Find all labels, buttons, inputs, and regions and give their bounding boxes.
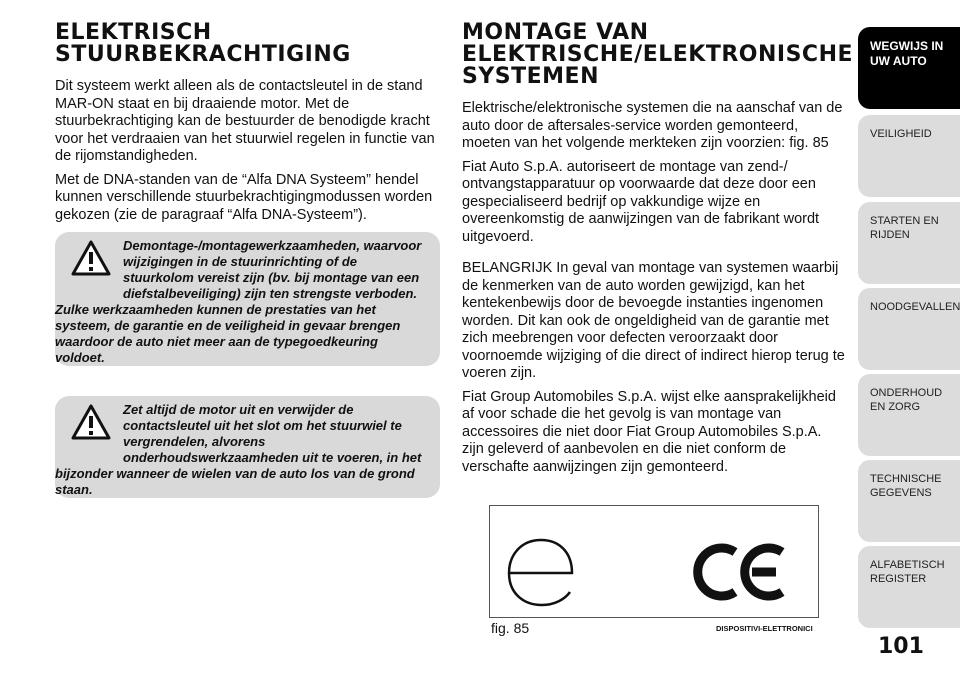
e-ce-marking-icon [490, 506, 818, 617]
title-line: SYSTEMEN [462, 64, 599, 89]
title-line: ELEKTRISCHE/ELEKTRONISCHE [462, 42, 854, 67]
warning-text-2: Zet altijd de motor uit en verwijder de contactsleutel uit het slot om het stuurwiel te vergrendelen, alvorens onderhoudswerkzaamheden uit te voeren, in het bijzonder wanneer de wielen van de auto los van de grond staan. [55, 402, 422, 497]
electronics-paragraph-important: BELANGRIJK In geval van montage van systemen waarbij de kenmerken van de auto worden gewijzigd, kan het kentekenbewijs door de bevoegde instanties ingenomen worden. Dit kan ook de ongeldigheid van de garantie met zich meebrengen voor defecten veroorzaakt door voornoemde wijziging of die direct of indirect hierop terug te voeren zijn. [462, 260, 845, 381]
figure-code: DISPOSITIVI-ELETTRONICI [716, 624, 813, 633]
title-line: ELEKTRISCH [55, 20, 212, 45]
electronics-paragraph-1: Elektrische/elektronische systemen die na aanschaf van de auto door de aftersales-service worden gemonteerd, moeten van het volgende merkteken zijn voorzien: fig. 85 [462, 100, 843, 151]
section-title-electronics [462, 20, 854, 89]
title-line: MONTAGE VAN [462, 20, 649, 45]
steering-paragraph-1: Dit systeem werkt alleen als de contactsleutel in de stand MAR-ON staat en bij draaiende motor. Met de stuurbekrachtiging kan de bestuurder de benodigde kracht voor het verdraaien van het stuurwiel regelen in functie van de rijomstandigheden. [55, 78, 435, 164]
tab-technische[interactable] [858, 460, 960, 542]
page-number: 101 [878, 634, 924, 659]
electronics-paragraph-4: Fiat Group Automobiles S.p.A. wijst elke aansprakelijkheid af voor schade die het gevolg is van montage van accessoires die niet door Fiat Group Automobiles S.p.A. zijn geleverd of aanbevolen en die niet conform de verschafte aanwijzingen zijn gemonteerd. [462, 388, 836, 475]
left-column [55, 22, 440, 230]
tab-starten[interactable] [858, 202, 960, 284]
tab-wegwijs[interactable] [858, 27, 960, 109]
tab-noodgevallen[interactable] [858, 288, 960, 370]
tab-label: WEGWIJS IN UW AUTO [870, 39, 944, 68]
title-line: STUURBEKRACHTIGING [55, 42, 351, 67]
ce-mark-icon [698, 548, 782, 596]
figure-label: fig. 85 [491, 620, 530, 636]
electronics-paragraph-2: Fiat Auto S.p.A. autoriseert de montage van zend-/ ontvangstapparatuur op voorwaarde dat deze door een gespecialiseerd bedrijf op vakkundige wijze en overeenkomstig de aanwijzingen van de fabrikant wordt uitgevoerd. [462, 158, 820, 245]
tab-label: VEILIGHEID [870, 128, 932, 140]
warning-box-1 [55, 232, 440, 366]
tab-label: ONDERHOUD EN ZORG [870, 387, 943, 413]
tab-label: ALFABETISCH REGISTER [870, 559, 945, 585]
warning-text-1: Demontage-/montagewerkzaamheden, waarvoor wijzigingen in de stuurinrichting of de stuurkolom vereist zijn (bv. bij montage van een diefstalbeveiliging) zijn ten strengste verboden. Zulke werkzaamheden kunnen de prestaties van het systeem, de garantie en de veiligheid in gevaar brengen waardoor de auto niet meer aan de typegoedkeuring voldoet. [55, 238, 422, 365]
warning-triangle-icon [71, 240, 111, 276]
warning-box-2 [55, 396, 440, 498]
right-column [462, 20, 854, 482]
tab-veiligheid[interactable] [858, 115, 960, 197]
tab-alfabetisch[interactable] [858, 546, 960, 628]
figure-85 [489, 505, 819, 618]
e-mark-icon [509, 540, 572, 605]
tab-label: NOODGEVALLEN [870, 301, 960, 313]
tab-label: STARTEN EN RIJDEN [870, 215, 939, 241]
steering-paragraph-2: Met de DNA-standen van de “Alfa DNA Systeem” hendel kunnen verschillende stuurbekrachtigingmodussen worden gekozen (zie de paragraaf “Alfa DNA-Systeem”). [55, 171, 433, 223]
tab-label: TECHNISCHE GEGEVENS [870, 473, 942, 499]
tab-onderhoud[interactable] [858, 374, 960, 456]
section-title-steering [55, 22, 440, 66]
warning-triangle-icon [71, 404, 111, 440]
